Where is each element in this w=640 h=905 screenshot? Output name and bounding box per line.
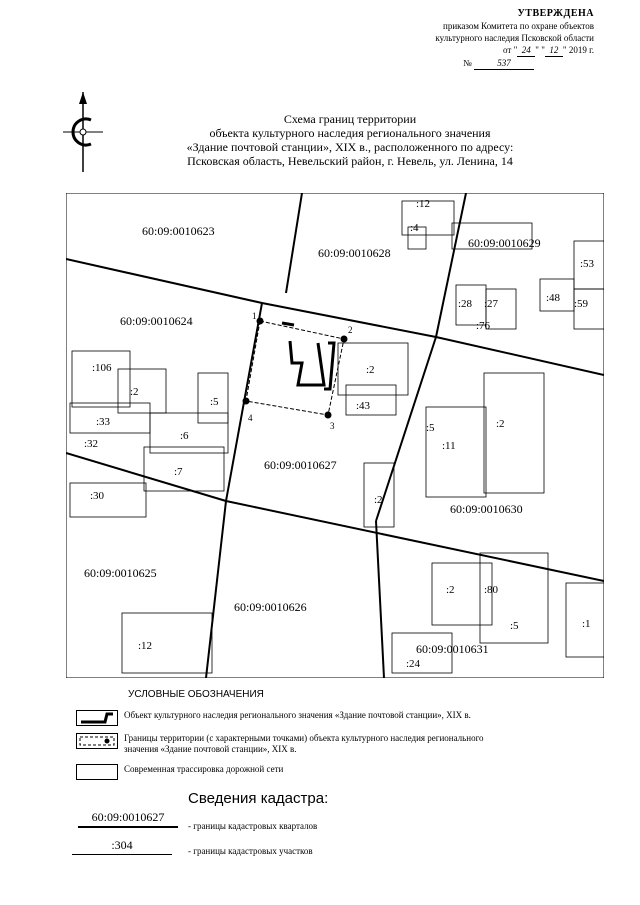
parcel-label: :2 <box>366 364 375 376</box>
legend-text-roads: Современная трассировка дорожной сети <box>124 764 284 774</box>
parcel-label: :24 <box>406 658 421 670</box>
territory-swatch-icon <box>76 733 118 749</box>
legend-text-heritage: Объект культурного наследия регионального значения «Здание почтовой станции», XIX в. <box>124 710 471 720</box>
legend-text-territory-1: Границы территории (с характерными точками) объекта культурного наследия регионального <box>124 733 484 743</box>
boundary-point-1 <box>257 318 264 325</box>
parcel-label: :2 <box>496 418 505 430</box>
parcel-label: :27 <box>484 298 499 310</box>
date-prefix: от " <box>503 45 518 55</box>
parcel-example <box>72 836 172 855</box>
parcel-label: :1 <box>582 618 591 630</box>
quarter-label: 60:09:0010623 <box>142 224 215 238</box>
quarter-label: 60:09:0010627 <box>264 458 337 472</box>
quarter-label: 60:09:0010630 <box>450 502 523 516</box>
parcel-label: :76 <box>476 320 491 332</box>
quarter-label: 60:09:0010626 <box>234 600 307 614</box>
parcel-label: :5 <box>426 422 435 434</box>
quarter-example <box>78 808 178 828</box>
parcel-label: :4 <box>410 222 419 234</box>
boundary-point-2 <box>341 336 348 343</box>
approval-line1: приказом Комитета по охране объектов <box>443 21 594 31</box>
road-swatch-icon <box>76 764 118 780</box>
date-day: 24 <box>517 44 535 57</box>
parcel-label: :12 <box>416 198 431 210</box>
approval-heading: УТВЕРЖДЕНА <box>517 8 594 19</box>
heritage-swatch-icon <box>76 710 118 726</box>
cadastre-title: Сведения кадастра: <box>188 790 329 807</box>
point-label-4: 4 <box>248 413 253 423</box>
parcel-label: :5 <box>210 396 219 408</box>
parcel-label: :12 <box>138 640 153 652</box>
date-suffix: " 2019 г. <box>562 45 594 55</box>
map-frame <box>66 193 604 678</box>
legend-item-roads <box>76 764 636 780</box>
parcel-label: :106 <box>92 362 112 374</box>
date-month: 12 <box>545 44 563 57</box>
boundary-point-4 <box>243 398 250 405</box>
cadastral-map <box>66 193 604 678</box>
title-line3: «Здание почтовой станции», XIX в., расположенного по адресу: <box>186 140 514 154</box>
title-line4: Псковская область, Невельский район, г. Невель, ул. Ленина, 14 <box>187 154 513 168</box>
boundary-point-3 <box>325 412 332 419</box>
quarter-example-label: 60:09:0010627 <box>91 810 165 824</box>
point-label-1: 1 <box>252 311 257 321</box>
parcel-label: :53 <box>580 258 595 270</box>
approval-stamp <box>364 8 594 70</box>
quarter-label: 60:09:0010631 <box>416 642 489 656</box>
title-line2: объекта культурного наследия регионального значения <box>209 126 491 140</box>
parcel-label: :2 <box>446 584 455 596</box>
parcel-label: :48 <box>546 292 561 304</box>
approval-date <box>364 44 594 57</box>
parcel-label: :32 <box>84 438 99 450</box>
date-mid: " " <box>535 45 545 55</box>
title-line1: Схема границ территории <box>283 112 417 126</box>
parcel-label: :2 <box>130 386 139 398</box>
parcel-label: :43 <box>356 400 371 412</box>
north-arrow-icon <box>58 92 108 172</box>
parcel-label: :7 <box>174 466 183 478</box>
quarter-label: 60:09:0010628 <box>318 246 391 260</box>
legend-heading: УСЛОВНЫЕ ОБОЗНАЧЕНИЯ <box>128 689 264 700</box>
number-prefix: № <box>463 58 472 68</box>
quarter-label: 60:09:0010629 <box>468 236 541 250</box>
parcel-label: :28 <box>458 298 473 310</box>
parcel-label: :59 <box>574 298 589 310</box>
legend-text-territory-2: значения «Здание почтовой станции», XIX в. <box>124 744 297 754</box>
parcel-example-label: :304 <box>111 838 133 852</box>
parcel-label: :11 <box>442 440 456 452</box>
parcel-label: :5 <box>510 620 519 632</box>
parcel-label: :33 <box>96 416 111 428</box>
legend-item-heritage <box>76 710 636 726</box>
parcel-label: :2 <box>374 494 383 506</box>
approval-number <box>364 57 594 70</box>
legend-item-territory <box>76 733 636 757</box>
parcel-desc: - границы кадастровых участков <box>188 846 313 856</box>
number-value: 537 <box>474 57 534 70</box>
quarter-label: 60:09:0010625 <box>84 566 157 580</box>
parcel-label: :80 <box>484 584 499 596</box>
parcel-label: :30 <box>90 490 105 502</box>
quarter-label: 60:09:0010624 <box>120 314 193 328</box>
parcel-label: :6 <box>180 430 189 442</box>
point-label-3: 3 <box>330 421 335 431</box>
quarter-desc: - границы кадастровых кварталов <box>188 821 318 831</box>
scheme-title <box>130 112 570 168</box>
approval-line2: культурного наследия Псковской области <box>435 33 594 43</box>
point-label-2: 2 <box>348 325 353 335</box>
